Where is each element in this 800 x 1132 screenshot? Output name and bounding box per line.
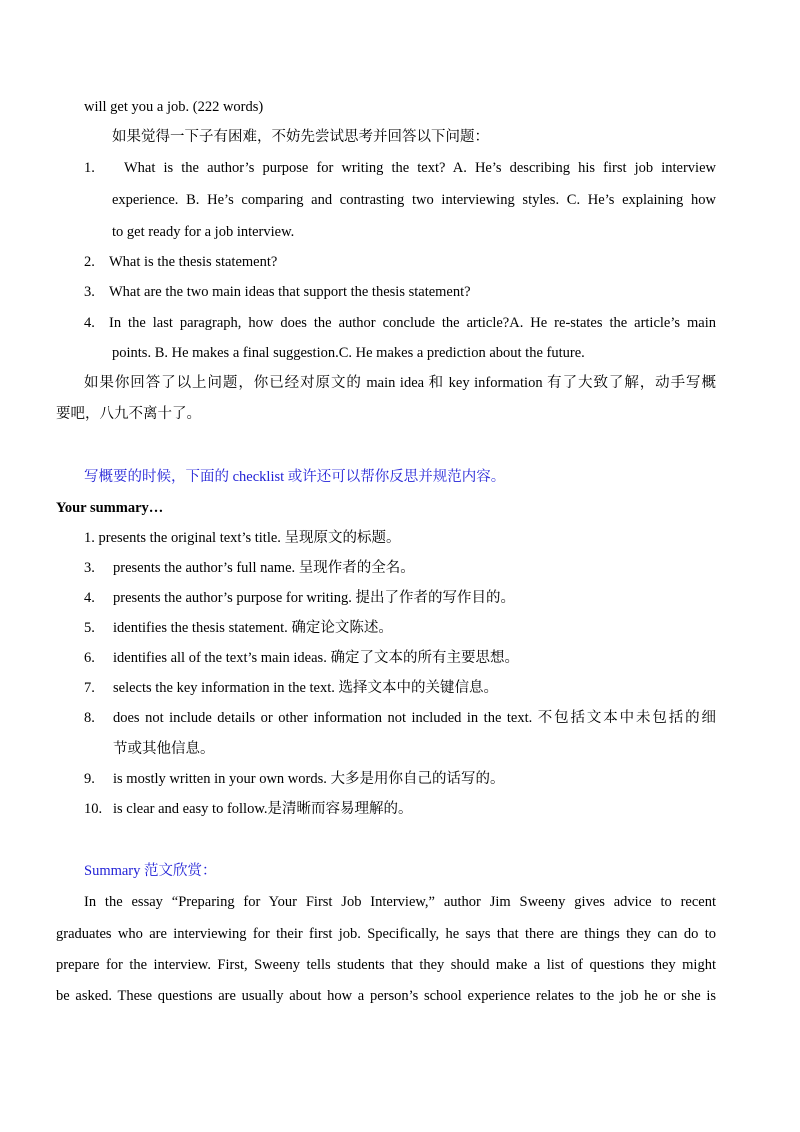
checklist-number: 8. — [84, 710, 95, 726]
question-number: 2. — [84, 254, 95, 270]
question-text-line: What are the two main ideas that support the thesis statement? — [109, 284, 471, 300]
checklist-number: 10. — [84, 801, 103, 817]
conclusion-line: 如果你回答了以上问题，你已经对原文的 main idea 和 key information 有了大致了解，动手写概 — [84, 375, 716, 391]
hint-line: 如果觉得一下子有困难，不妨先尝试思考并回答以下问题： — [112, 129, 489, 145]
question-text-line: What is the author’s purpose for writing the text? A. He’s describing his first job interview — [124, 160, 716, 176]
sample-line: In the essay “Preparing for Your First Job Interview,” author Jim Sweeny gives advice to recent — [84, 894, 716, 910]
intro-tail: will get you a job. (222 words) — [84, 99, 264, 115]
sample-line: graduates who are interviewing for their first job. Specifically, he says that there are things they can do to — [56, 926, 716, 942]
checklist-text: does not include details or other information not included in the text. 不包括文本中未包括的细 — [113, 710, 716, 726]
checklist-text: identifies all of the text’s main ideas. 确定了文本的所有主要思想。 — [113, 650, 519, 666]
question-text-line: What is the thesis statement? — [109, 254, 278, 270]
checklist-intro: 写概要的时候，下面的 checklist 或许还可以帮你反思并规范内容。 — [84, 469, 506, 485]
checklist-text: is mostly written in your own words. 大多是用你自己的话写的。 — [113, 771, 505, 787]
conclusion-line: 要吧，八九不离十了。 — [56, 406, 201, 422]
checklist-text: presents the author’s purpose for writing. 提出了作者的写作目的。 — [113, 590, 516, 606]
question-text-line: In the last paragraph, how does the author conclude the article?A. He re-states the article’s main — [109, 315, 716, 331]
checklist-text: is clear and easy to follow.是清晰而容易理解的。 — [113, 801, 413, 817]
checklist-item: 1. presents the original text’s title. 呈现原文的标题。 — [84, 530, 401, 546]
checklist-number: 4. — [84, 590, 95, 606]
question-text-line: experience. B. He’s comparing and contrasting two interviewing styles. C. He’s explaining how — [112, 192, 716, 208]
checklist-text: 节或其他信息。 — [113, 741, 215, 757]
sample-heading: Summary 范文欣赏： — [84, 863, 217, 879]
checklist-number: 6. — [84, 650, 95, 666]
checklist-number: 5. — [84, 620, 95, 636]
checklist-number: 7. — [84, 680, 95, 696]
checklist-text: identifies the thesis statement. 确定论文陈述。 — [113, 620, 393, 636]
checklist-text: presents the author’s full name. 呈现作者的全名。 — [113, 560, 415, 576]
question-number: 3. — [84, 284, 95, 300]
checklist-text: selects the key information in the text. 选择文本中的关键信息。 — [113, 680, 498, 696]
question-number: 4. — [84, 315, 95, 331]
sample-line: be asked. These questions are usually about how a person’s school experience relates to the job he or she is — [56, 988, 716, 1004]
sample-line: prepare for the interview. First, Sweeny tells students that they should make a list of questions they might — [56, 957, 716, 973]
checklist-number: 3. — [84, 560, 95, 576]
question-text-line: to get ready for a job interview. — [112, 224, 295, 240]
question-number: 1. — [84, 160, 95, 176]
checklist-number: 9. — [84, 771, 95, 787]
question-text-line: points. B. He makes a final suggestion.C. He makes a prediction about the future. — [112, 345, 585, 361]
summary-heading: Your summary… — [56, 500, 164, 516]
